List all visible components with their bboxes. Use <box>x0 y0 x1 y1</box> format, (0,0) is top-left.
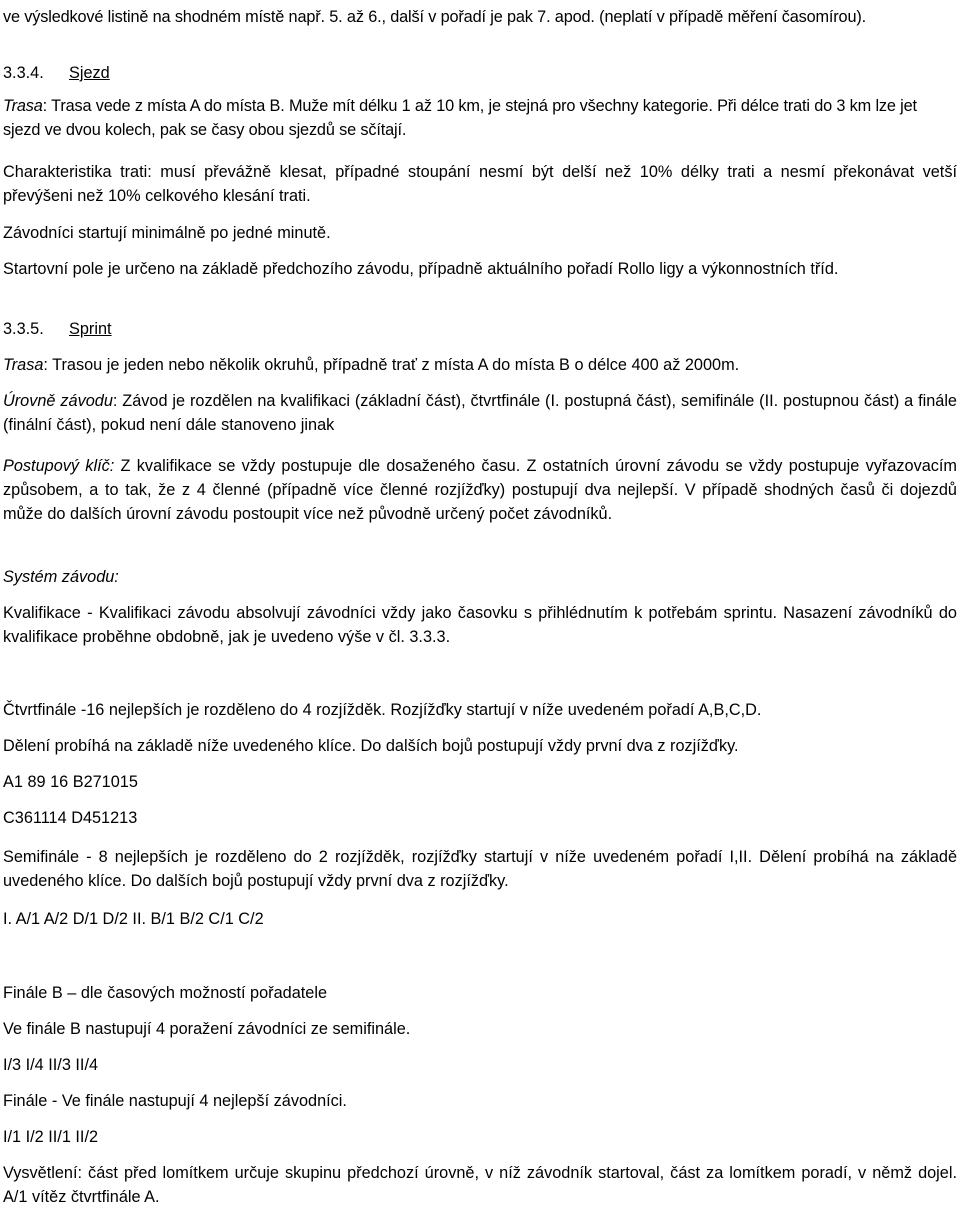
paragraph-start-interval: Závodníci startují minimálně po jedné minutě. <box>3 224 331 242</box>
paragraph-starting-field: Startovní pole je určeno na základě předchozího závodu, případně aktuálního pořadí Rollo ligy a výkonnostních tříd. <box>3 260 839 278</box>
seeding-key-ab: A1 89 16 B271015 <box>3 773 138 791</box>
paragraph-quarterfinal: Čtvrtfinále -16 nejlepších je rozděleno do 4 rozjížděk. Rozjížďky startují v níže uvedeném pořadí A,B,C,D. <box>3 701 762 719</box>
term-label: Postupový klíč: <box>3 457 115 475</box>
section-heading-sjezd <box>3 61 957 85</box>
term-text: : Trasou je jeden nebo několik okruhů, případně trať z místa A do místa B o délce 400 až 2000m. <box>43 356 740 374</box>
paragraph-advancement-key <box>3 454 957 526</box>
seeding-key-cd: C361114 D451213 <box>3 809 138 827</box>
paragraph-sprint-trasa <box>3 353 957 377</box>
term-text: : Trasa vede z místa A do místa B. Muže mít délku 1 až 10 km, je stejná pro všechny kategorie. Při délce trati do 3 km lze jet sjezd ve dvou kolech, pak se časy obou sjezdů se sčítají. <box>3 97 917 139</box>
paragraph-final: Finále - Ve finále nastupují 4 nejlepší závodníci. <box>3 1092 347 1110</box>
term-text: Z kvalifikace se vždy postupuje dle dosaženého času. Z ostatních úrovní závodu se vždy postupuje vyřazovacím způsobem, a to tak, že z 4 členné (případně více členné rozjížďky) postupují dva nejlepší. V případě shodných časů či dojezdů může do dalších úrovní závodu postoupit více než původně určený počet závodníků. <box>3 457 957 523</box>
section-heading-sprint <box>3 317 957 341</box>
paragraph-semifinal: Semifinále - 8 nejlepších je rozděleno do 2 rozjížděk, rozjížďky startují v níže uvedeném pořadí I,II. Dělení probíhá na základě uvedeného klíce. Do dalších bojů postupují vždy první dva z rozjížďky. <box>3 848 957 890</box>
term-label: Trasa <box>3 356 44 374</box>
paragraph-ranking-note: ve výsledkové listině na shodném místě např. 5. až 6., další v pořadí je pak 7. apod. (neplatí v případě měření časomírou). <box>3 8 867 26</box>
section-title: Sprint <box>69 320 112 338</box>
paragraph-explanation: Vysvětlení: část před lomítkem určuje skupinu předchozí úrovně, v níž závodník startoval, část za lomítkem poradí, v němž dojel. A/1 vítěz čtvrtfinále A. <box>3 1164 957 1206</box>
final-b-key: I/3 I/4 II/3 II/4 <box>3 1056 99 1074</box>
paragraph-final-b-entrants: Ve finále B nastupují 4 poražení závodníci ze semifinále. <box>3 1020 411 1038</box>
paragraph-quarterfinal-division: Dělení probíhá na základě níže uvedeného klíce. Do dalších bojů postupují vždy první dva z rozjížďky. <box>3 737 739 755</box>
paragraph-race-levels <box>3 389 957 437</box>
paragraph-final-b: Finále B – dle časových možností pořadatele <box>3 984 327 1002</box>
term-text: : Závod je rozdělen na kvalifikaci (základní část), čtvrtfinále (I. postupná část), semifinále (II. postupnou část) a finále (finální část), pokud není dále stanoveno jinak <box>3 392 957 434</box>
term-label: Trasa <box>3 97 43 115</box>
section-number: 3.3.4. <box>3 64 44 82</box>
paragraph-sjezd-trasa <box>3 94 957 142</box>
semifinal-key: I. A/1 A/2 D/1 D/2 II. B/1 B/2 C/1 C/2 <box>3 910 264 928</box>
term-label: Úrovně závodu <box>3 392 113 410</box>
final-key: I/1 I/2 II/1 II/2 <box>3 1128 99 1146</box>
section-number: 3.3.5. <box>3 320 44 338</box>
section-title: Sjezd <box>69 64 110 82</box>
paragraph-qualification: Kvalifikace - Kvalifikaci závodu absolvují závodníci vždy jako časovku s přihlédnutím k potřebám sprintu. Nasazení závodníků do kvalifikace proběhne obdobně, jak je uvedeno výše v čl. 3.3.3. <box>3 604 957 646</box>
paragraph-trail-characteristics: Charakteristika trati: musí převážně klesat, případné stoupání nesmí být delší než 10% délky trati a nesmí překonávat vetší převýšeni než 10% celkového klesání trati. <box>3 163 957 205</box>
paragraph-race-system: Systém závodu: <box>3 568 119 586</box>
